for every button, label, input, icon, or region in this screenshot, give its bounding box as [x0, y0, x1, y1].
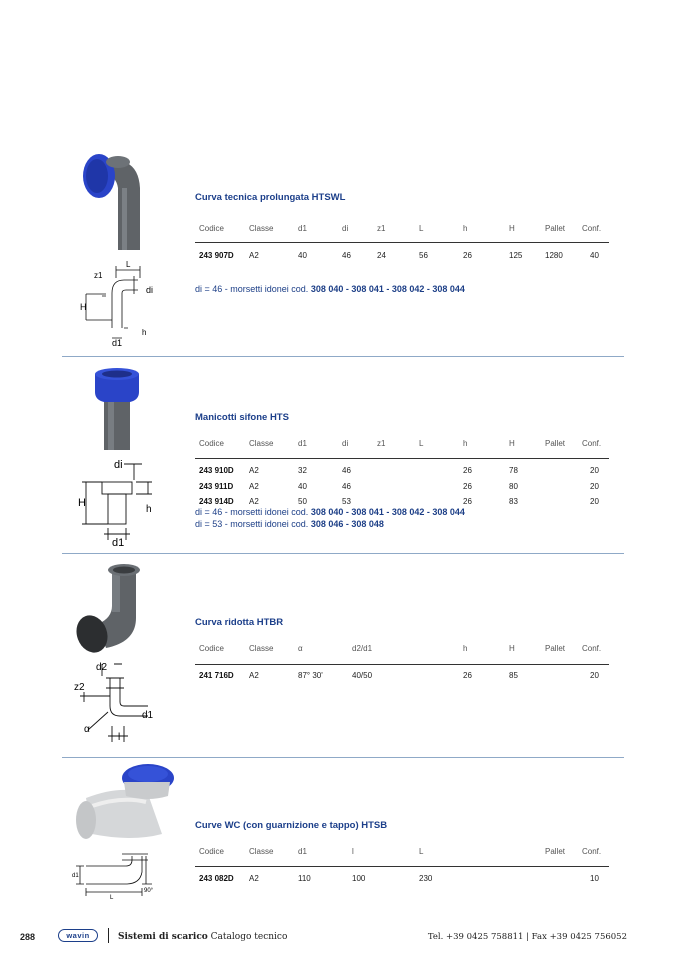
cell-h: 26: [463, 466, 472, 475]
cell-codice: 243 082D: [199, 874, 234, 883]
product-photo-htsb: [62, 762, 174, 850]
col-h: h: [463, 439, 468, 448]
cell-codice: 241 716D: [199, 671, 234, 680]
cell-l: 100: [352, 874, 366, 883]
cell-classe: A2: [249, 482, 259, 491]
label-z1: z1: [94, 271, 103, 280]
technical-drawing-htbr: [62, 656, 174, 748]
label-h: h: [146, 504, 152, 515]
cell-classe: A2: [249, 251, 259, 260]
cell-H: 78: [509, 466, 518, 475]
col-pallet: Pallet: [545, 224, 566, 233]
col-z1: z1: [377, 224, 386, 233]
technical-drawing-htsb: [62, 850, 174, 900]
cell-codice: 243 910D: [199, 466, 234, 475]
col-L: L: [419, 847, 424, 856]
table-row: [199, 251, 609, 263]
product-section-htsb: [62, 762, 624, 902]
contact-info: Tel. +39 0425 758811 | Fax +39 0425 756052: [427, 932, 627, 942]
col-conf: Conf.: [582, 644, 602, 653]
cell-classe: A2: [249, 497, 259, 506]
cell-d1: 40: [298, 482, 307, 491]
cell-h: 26: [463, 497, 472, 506]
catalog-name-bold: Sistemi di scarico: [118, 932, 208, 942]
table-row: [199, 671, 609, 683]
col-h: h: [463, 644, 468, 653]
label-d1: d1: [142, 710, 154, 721]
col-conf: Conf.: [582, 439, 602, 448]
col-d1: d1: [298, 224, 307, 233]
col-di: di: [342, 439, 349, 448]
cell-H: 80: [509, 482, 518, 491]
table-row: [199, 482, 609, 494]
product-photo-hts: [62, 362, 174, 454]
clamp-note: [195, 507, 465, 517]
product-title: Manicotti sifone HTS: [195, 412, 289, 423]
page-number: 288: [20, 932, 36, 942]
technical-drawing-hts: [62, 454, 174, 546]
label-l: l: [118, 732, 121, 743]
col-codice: Codice: [199, 439, 224, 448]
cell-alpha: 87° 30': [298, 671, 323, 680]
col-codice: Codice: [199, 224, 224, 233]
cell-conf: 20: [590, 671, 599, 680]
note-text: di = 46 - morsetti idonei cod.: [195, 507, 311, 517]
cell-codice: 243 911D: [199, 482, 234, 491]
col-classe: Classe: [249, 439, 274, 448]
col-L: L: [419, 439, 424, 448]
col-di: di: [342, 224, 349, 233]
cell-L: 56: [419, 251, 428, 260]
product-photo-htbr: [62, 558, 174, 656]
cell-di: 46: [342, 482, 351, 491]
catalog-name: [118, 932, 287, 942]
cell-di: 46: [342, 466, 351, 475]
cell-H: 83: [509, 497, 518, 506]
product-title: Curva tecnica prolungata HTSWL: [195, 192, 346, 203]
col-H: H: [509, 644, 515, 653]
label-d1: d1: [72, 873, 79, 879]
catalog-name-rest: Catalogo tecnico: [207, 932, 288, 942]
cell-L: 230: [419, 874, 433, 883]
table-row: [199, 466, 609, 478]
cell-classe: A2: [249, 466, 259, 475]
section-separator: [62, 757, 624, 758]
cell-di: 46: [342, 251, 351, 260]
cell-conf: 20: [590, 497, 599, 506]
cell-d1: 40: [298, 251, 307, 260]
col-conf: Conf.: [582, 847, 602, 856]
note-codes: 308 040 - 308 041 - 308 042 - 308 044: [310, 507, 465, 517]
col-conf: Conf.: [582, 224, 602, 233]
label-z2: z2: [74, 682, 85, 693]
clamp-note: [195, 519, 384, 529]
col-H: H: [509, 439, 515, 448]
label-H: H: [78, 497, 86, 509]
technical-drawing-htswl: [62, 258, 174, 348]
product-section-htbr: [62, 558, 624, 756]
clamp-note: [195, 284, 465, 294]
label-H: H: [80, 302, 87, 312]
product-photo-htswl: [62, 148, 174, 258]
product-section-hts: [62, 362, 624, 552]
cell-H: 125: [509, 251, 523, 260]
label-L: L: [110, 895, 114, 900]
cell-h: 26: [463, 482, 472, 491]
note-text: di = 46 - morsetti idonei cod.: [195, 284, 311, 294]
col-h: h: [463, 224, 468, 233]
label-d2: d2: [96, 662, 108, 673]
table-rule: [195, 664, 609, 665]
product-title: Curve WC (con guarnizione e tappo) HTSB: [195, 820, 388, 831]
page-footer: [0, 928, 677, 948]
col-codice: Codice: [199, 644, 224, 653]
col-l: l: [352, 847, 354, 856]
table-rule: [195, 866, 609, 867]
cell-di: 53: [342, 497, 351, 506]
product-title: Curva ridotta HTBR: [195, 617, 284, 628]
label-d1: d1: [112, 338, 123, 348]
cell-d1: 50: [298, 497, 307, 506]
cell-h: 26: [463, 251, 472, 260]
table-header: [199, 439, 609, 451]
cell-pallet: 1280: [545, 251, 563, 260]
cell-H: 85: [509, 671, 518, 680]
label-L: L: [126, 260, 131, 269]
cell-classe: A2: [249, 671, 259, 680]
col-classe: Classe: [249, 847, 274, 856]
cell-d1: 32: [298, 466, 307, 475]
col-d1: d1: [298, 439, 307, 448]
table-row: [199, 874, 609, 886]
label-di: di: [146, 285, 154, 295]
cell-d2-d1: 40/50: [352, 671, 373, 680]
label-h: h: [142, 328, 147, 337]
cell-conf: 20: [590, 482, 599, 491]
table-rule: [195, 242, 609, 243]
col-classe: Classe: [249, 644, 274, 653]
col-pallet: Pallet: [545, 847, 566, 856]
note-codes: 308 040 - 308 041 - 308 042 - 308 044: [310, 284, 465, 294]
cell-conf: 10: [590, 874, 599, 883]
col-d1: d1: [298, 847, 307, 856]
footer-divider: [108, 928, 109, 943]
col-H: H: [509, 224, 515, 233]
label-di: di: [114, 459, 123, 471]
col-z1: z1: [377, 439, 386, 448]
table-rule: [195, 458, 609, 459]
col-pallet: Pallet: [545, 439, 566, 448]
col-alpha: α: [298, 644, 303, 653]
wavin-logo: wavin: [58, 929, 98, 942]
cell-conf: 40: [590, 251, 599, 260]
col-L: L: [419, 224, 424, 233]
section-separator: [62, 553, 624, 554]
product-section-htswl: [62, 148, 624, 358]
col-d2-d1: d2/d1: [352, 644, 373, 653]
note-text: di = 53 - morsetti idonei cod.: [195, 519, 311, 529]
label-90deg: 90°: [144, 888, 154, 894]
label-d1: d1: [112, 537, 125, 546]
col-codice: Codice: [199, 847, 224, 856]
table-header: [199, 224, 609, 236]
col-pallet: Pallet: [545, 644, 566, 653]
cell-codice: 243 914D: [199, 497, 234, 506]
cell-conf: 20: [590, 466, 599, 475]
table-header: [199, 644, 609, 656]
section-separator: [62, 356, 624, 357]
cell-codice: 243 907D: [199, 251, 234, 260]
cell-z1: 24: [377, 251, 386, 260]
col-classe: Classe: [249, 224, 274, 233]
cell-classe: A2: [249, 874, 259, 883]
label-alpha: α: [84, 724, 90, 735]
cell-h: 26: [463, 671, 472, 680]
table-header: [199, 847, 609, 859]
cell-d1: 110: [298, 874, 311, 883]
note-codes: 308 046 - 308 048: [310, 519, 384, 529]
